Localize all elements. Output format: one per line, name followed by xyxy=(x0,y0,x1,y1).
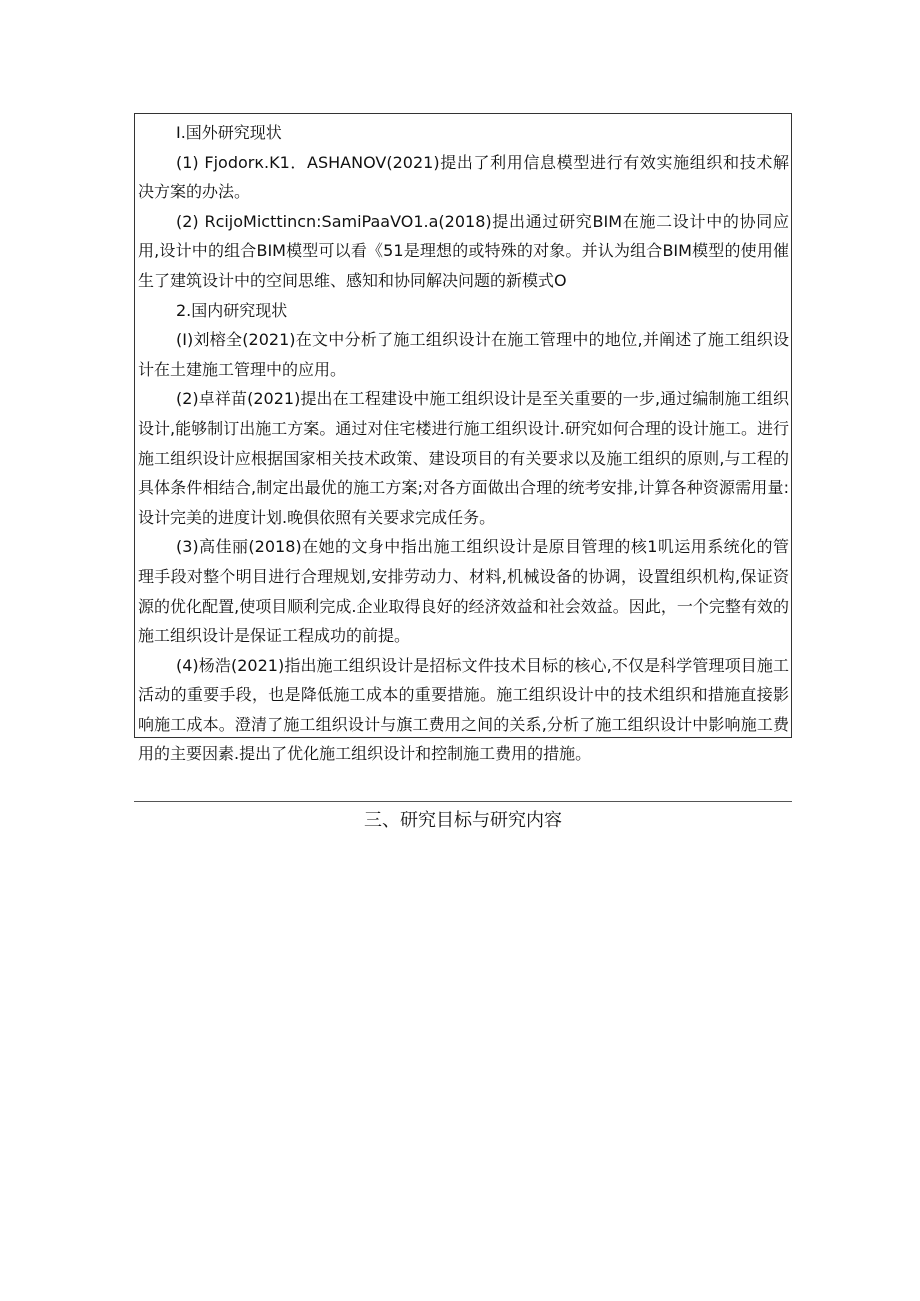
domestic-item-4: (4)杨浩(2021)指出施工组织设计是招标文件技术目标的核心,不仅是科学管理项目施工活动的重要手段，也是降低施工成本的重要措施。施工组织设计中的技术组织和措施直接影响施工成本。澄清了施工组织设计与旗工费用之间的关系,分析了施工组织设计中影响施工费用的主要因素.提出了优化施工组织设计和控制施工费用的措施。 xyxy=(138,655,789,764)
domestic-item-3: (3)高佳丽(2018)在她的文身中指出施工组织设计是原目管理的核1叽运用系统化的管理手段对整个明目进行合理规划,安排劳动力、材料,机械设备的协调，设置组织机构,保证资源的优化配置,使项目顺利完成.企业取得良好的经济效益和社会效益。因此，一个完整有效的施工组织设计是保证工程成功的前提。 xyxy=(138,537,789,646)
foreign-item-2: (2) RcijoMicttincn:SamiPaaVO1.a(2018)提出通过研究BIM在施二设计中的协同应用,设计中的组合BIM模型可以看《51是理想的或特殊的对象。并认为组合BIM模型的使用催生了建筑设计中的空间思维、感知和协同解决问题的新模式O xyxy=(138,211,789,290)
section-title: 三、研究目标与研究内容 xyxy=(364,810,562,831)
domestic-status-heading: 2.国内研究现状 xyxy=(176,300,288,320)
domestic-item-1: (I)刘榕全(2021)在文中分析了施工组织设计在施工管理中的地位,并阐述了施工组织设计在土建施工管理中的应用。 xyxy=(138,330,789,379)
research-status-box xyxy=(134,113,792,764)
domestic-item-2: (2)卓祥苗(2021)提出在工程建设中施工组织设计是至关重要的一步,通过编制施工组织设计,能够制订出施工方案。通过对住宅楼进行施工组织设计.研究如何合理的设计施工。进行施工组织设计应根据国家相关技术政策、建设项目的有关要求以及施工组织的原则,与工程的具体条件相结合,制定出最优的施工方案;对各方面做出合理的统考安排,计算各种资源需用量:设计完美的进度计划.晚倶依照有关要求完成任务。 xyxy=(138,389,789,527)
foreign-status-heading: I.国外研究现状 xyxy=(176,123,282,142)
foreign-item-1: (1) Fjodorк.K1．ASHANOV(2021)提出了利用信息模型进行有效实施组织和技术解决方案的办法。 xyxy=(138,152,789,202)
section-divider xyxy=(134,801,792,802)
